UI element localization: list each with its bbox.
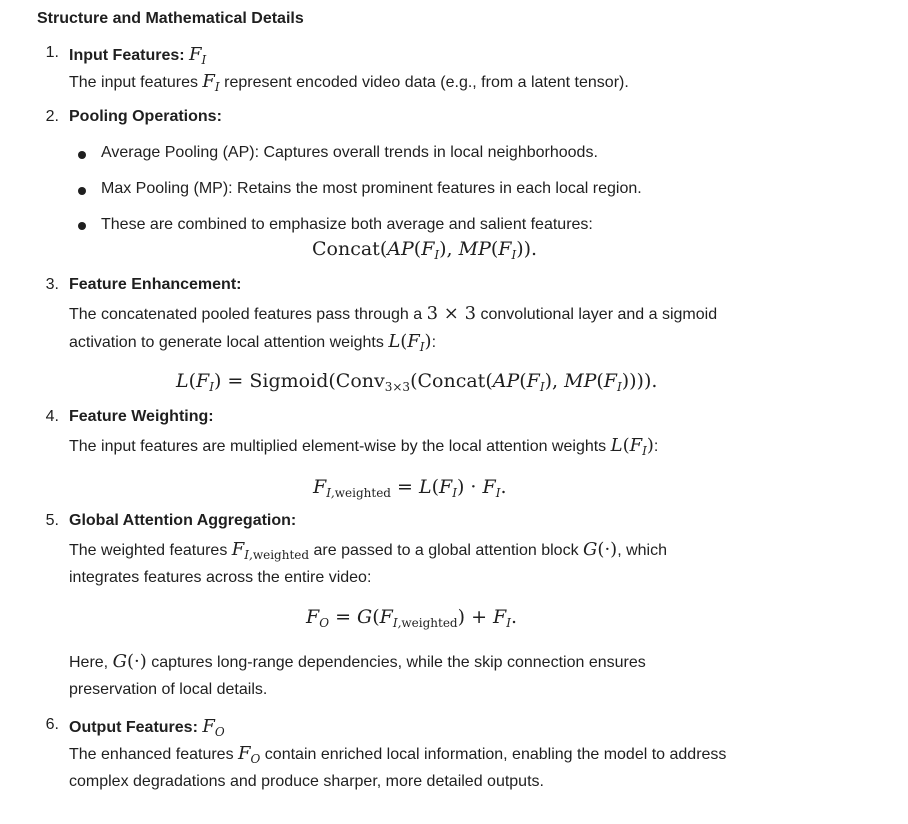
bullet-dot: [78, 187, 86, 195]
text-segment: :: [431, 334, 437, 351]
text-segment: The input features are multiplied element-wise by the local attention weights: [69, 438, 611, 455]
equation-weighting: $F_{I,weighted} = L(F_I) \cdot F_I$.: [313, 476, 507, 500]
math-weighted: weighted: [252, 548, 310, 562]
math-weighted: weighted: [334, 486, 391, 500]
text-segment: contain enriched local information, enabling the model to address: [260, 746, 727, 763]
math-fi: $F_I$: [202, 71, 220, 94]
text-segment: represent encoded video data (e.g., from a latent tensor).: [219, 74, 629, 91]
item-number-1: 1.: [45, 44, 59, 61]
item-body-1: [69, 68, 629, 101]
item-body-4: The input features are multiplied element-wise by the local attention weights $L(F_I)$:: [69, 435, 659, 458]
math-conv-sub: 3×3: [384, 380, 411, 394]
bullet-combined: These are combined to emphasize both average and salient features:: [101, 216, 593, 233]
math-times: ×: [443, 303, 459, 324]
equation-global: $F_O = G(F_{I,weighted}) + F_I$.: [306, 606, 518, 630]
bullet-ap: Average Pooling (AP): Captures overall trends in local neighborhoods.: [101, 144, 598, 161]
item-title-text-1: Input Features:: [69, 47, 190, 64]
item-title-2: Pooling Operations:: [69, 108, 222, 125]
text-segment: The input features: [69, 74, 203, 91]
math-sigmoid: Sigmoid: [249, 370, 329, 392]
item-body-3-line2: activation to generate local attention weights $L(F_I)$:: [69, 331, 437, 354]
item-number-6: 6.: [45, 716, 59, 733]
math-fi: $F_I$: [189, 44, 207, 67]
math-three: 3: [426, 303, 439, 324]
math-weighted: weighted: [401, 616, 458, 630]
math-fo: $F_O$: [238, 743, 261, 766]
item-title-1: [69, 44, 206, 67]
item-title-6: [69, 716, 225, 739]
math-three: 3: [464, 303, 477, 324]
item-note-5-line2: preservation of local details.: [69, 681, 268, 698]
math-fo: $F_O$: [202, 716, 225, 739]
text-segment: convolutional layer and a sigmoid: [476, 306, 718, 323]
math-concat: Concat: [312, 238, 380, 260]
item-number-2: 2.: [45, 108, 59, 125]
item-body-6-line2: complex degradations and produce sharper, more detailed outputs.: [69, 773, 544, 790]
text-segment: :: [653, 438, 659, 455]
text-segment: activation to generate local attention weights: [69, 334, 389, 351]
text-segment: captures long-range dependencies, while the skip connection ensures: [146, 654, 646, 671]
text-segment: The concatenated pooled features pass through a: [69, 306, 427, 323]
bullet-mp: Max Pooling (MP): Retains the most prominent features in each local region.: [101, 180, 642, 197]
bullet-dot: [78, 222, 86, 230]
item-body-3-line1: [69, 300, 717, 329]
text-segment: Here,: [69, 654, 113, 671]
item-number-3: 3.: [45, 276, 59, 293]
math-conv: Conv: [335, 370, 385, 392]
text-segment: The enhanced features: [69, 746, 239, 763]
text-segment: The weighted features: [69, 542, 232, 559]
text-segment: are passed to a global attention block: [309, 542, 584, 559]
item-title-5: Global Attention Aggregation:: [69, 512, 297, 529]
item-note-5-line1: Here, G(·) captures long-range dependencies, while the skip connection ensures: [69, 651, 646, 672]
section-heading: Structure and Mathematical Details: [37, 10, 304, 27]
item-title-text-6: Output Features:: [69, 719, 203, 736]
item-title-4: Feature Weighting:: [69, 408, 214, 425]
text-segment: , which: [617, 542, 667, 559]
item-number-4: 4.: [45, 408, 59, 425]
equation-sigmoid: $L(F_I)$ = $Sigmoid(Conv_{3\times 3}(Concat(AP(F_I)$, $MP(F_I)$))).: [176, 370, 658, 394]
item-body-5-line1: The weighted features $F_{I,weighted}$ are passed to a global attention block G(·), which: [69, 539, 667, 562]
equation-concat: $Concat(AP(F_I)$, $MP(F_I)$).: [312, 238, 538, 262]
math-concat: Concat: [417, 370, 486, 392]
item-title-3: Feature Enhancement:: [69, 276, 242, 293]
item-number-5: 5.: [45, 512, 59, 529]
bullet-dot: [78, 151, 86, 159]
item-body-5-line2: integrates features across the entire video:: [69, 569, 372, 586]
